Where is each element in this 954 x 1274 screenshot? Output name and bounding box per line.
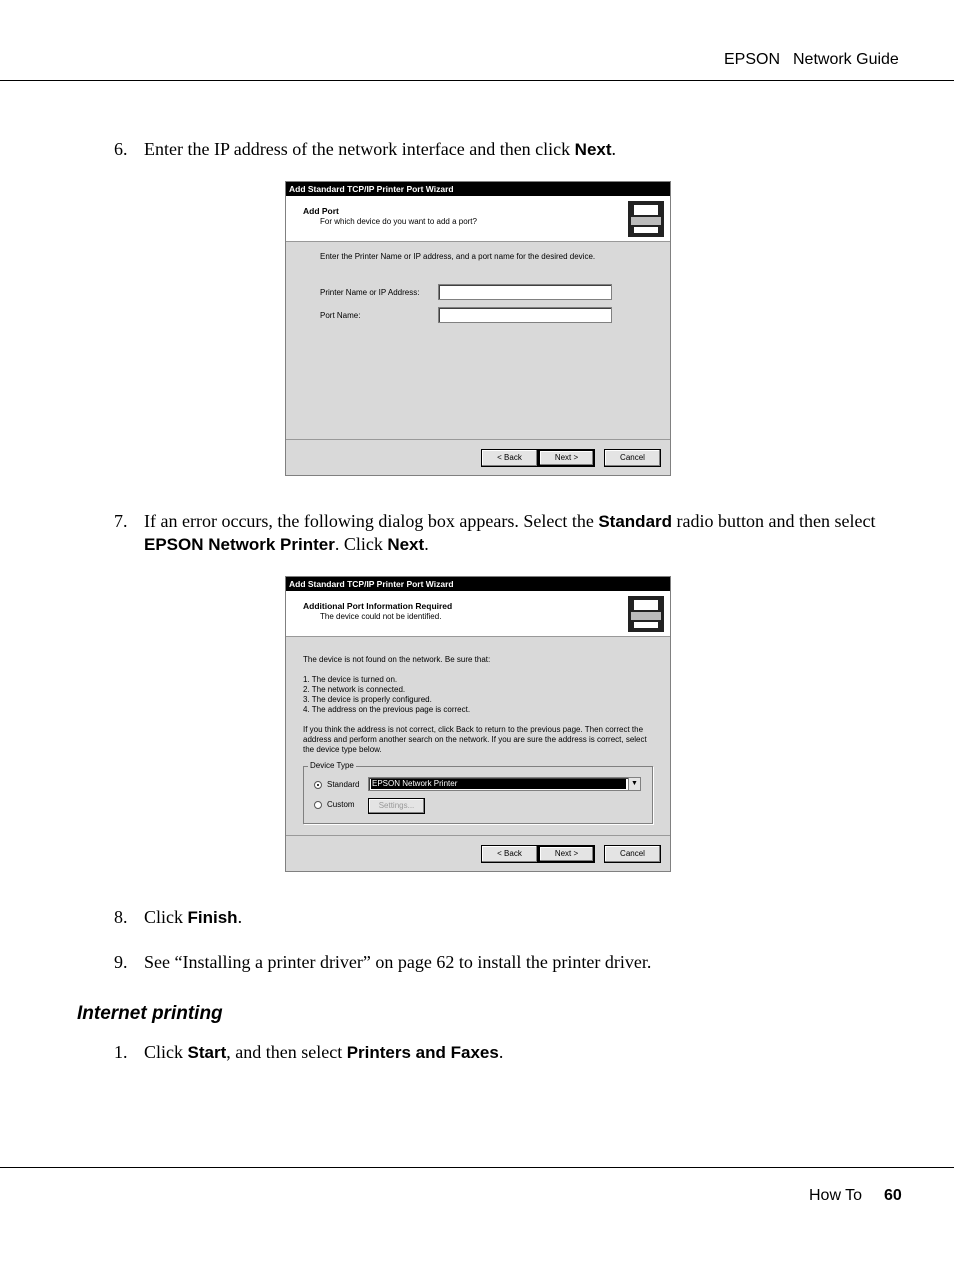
button-row-divider (286, 835, 670, 836)
cancel-button[interactable]: Cancel (604, 845, 661, 863)
printer-wizard-icon (628, 596, 664, 632)
standard-label: Standard (327, 780, 360, 789)
header-brand: EPSON (724, 51, 781, 68)
header-guide-title: Network Guide (793, 51, 899, 68)
step-text: If an error occurs, the following dialog box appears. Select the Standard radio button and then select EPSON Network Printer. Click Next. (144, 511, 876, 554)
step-text: Enter the IP address of the network interface and then click Next. (144, 139, 617, 159)
checklist-item: 2. The network is connected. (303, 685, 406, 694)
page-number: 60 (884, 1187, 902, 1204)
next-button[interactable]: Next > (538, 449, 595, 467)
checklist-item: 3. The device is properly configured. (303, 695, 432, 704)
dialog-header-band (286, 591, 670, 637)
button-row-divider (286, 439, 670, 440)
custom-label: Custom (327, 800, 355, 809)
printer-name-label: Printer Name or IP Address: (320, 288, 420, 297)
device-type-label: Device Type (310, 761, 354, 770)
port-name-input[interactable] (438, 307, 612, 323)
dialog-subheading: The device could not be identified. (320, 612, 442, 621)
custom-radio[interactable] (314, 801, 322, 809)
port-name-label: Port Name: (320, 311, 361, 320)
dialog-titlebar: Add Standard TCP/IP Printer Port Wizard (286, 182, 670, 196)
back-button[interactable]: < Back (481, 449, 538, 467)
step-text: Click Start, and then select Printers and Faxes. (144, 1042, 504, 1062)
section-heading: Internet printing (77, 1003, 223, 1024)
step-number: 8. (114, 907, 128, 927)
printer-wizard-icon (628, 201, 664, 237)
printer-name-input[interactable] (438, 284, 612, 300)
add-port-dialog (285, 181, 671, 476)
footer-section: How To (809, 1187, 863, 1204)
back-button[interactable]: < Back (481, 845, 538, 863)
device-type-selected: EPSON Network Printer (371, 779, 626, 789)
cancel-button[interactable]: Cancel (604, 449, 661, 467)
step-number: 9. (114, 952, 128, 972)
chevron-down-icon[interactable]: ▼ (628, 778, 640, 790)
dialog-titlebar: Add Standard TCP/IP Printer Port Wizard (286, 577, 670, 591)
dialog-instruction: Enter the Printer Name or IP address, and a port name for the desired device. (320, 252, 596, 261)
checklist-item: 1. The device is turned on. (303, 675, 398, 684)
dialog-header-band (286, 196, 670, 242)
standard-radio[interactable] (314, 781, 322, 789)
dialog-explanation: If you think the address is not correct, click Back to return to the previous page. Then correct the address and perform another search on the network. If you are sure the address is correct, select the device type below. (303, 725, 647, 754)
step-number: 7. (114, 511, 128, 531)
header-divider (0, 80, 954, 81)
step-number: 6. (114, 139, 128, 159)
dialog-heading: Additional Port Information Required (303, 601, 453, 611)
dialog-heading: Add Port (303, 206, 339, 216)
step-text: Click Finish. (144, 907, 243, 927)
device-type-group (303, 761, 653, 824)
footer-divider (0, 1167, 954, 1168)
dialog-subheading: For which device do you want to add a port? (320, 217, 477, 226)
step-text: See “Installing a printer driver” on page 62 to install the printer driver. (144, 952, 652, 972)
additional-port-info-dialog (285, 576, 671, 872)
step-number: 1. (114, 1042, 128, 1062)
dialog-intro: The device is not found on the network. Be sure that: (303, 655, 491, 664)
device-type-select[interactable] (368, 777, 641, 791)
checklist-item: 4. The address on the previous page is correct. (303, 705, 471, 714)
next-button[interactable]: Next > (538, 845, 595, 863)
settings-button[interactable]: Settings... (368, 798, 425, 814)
